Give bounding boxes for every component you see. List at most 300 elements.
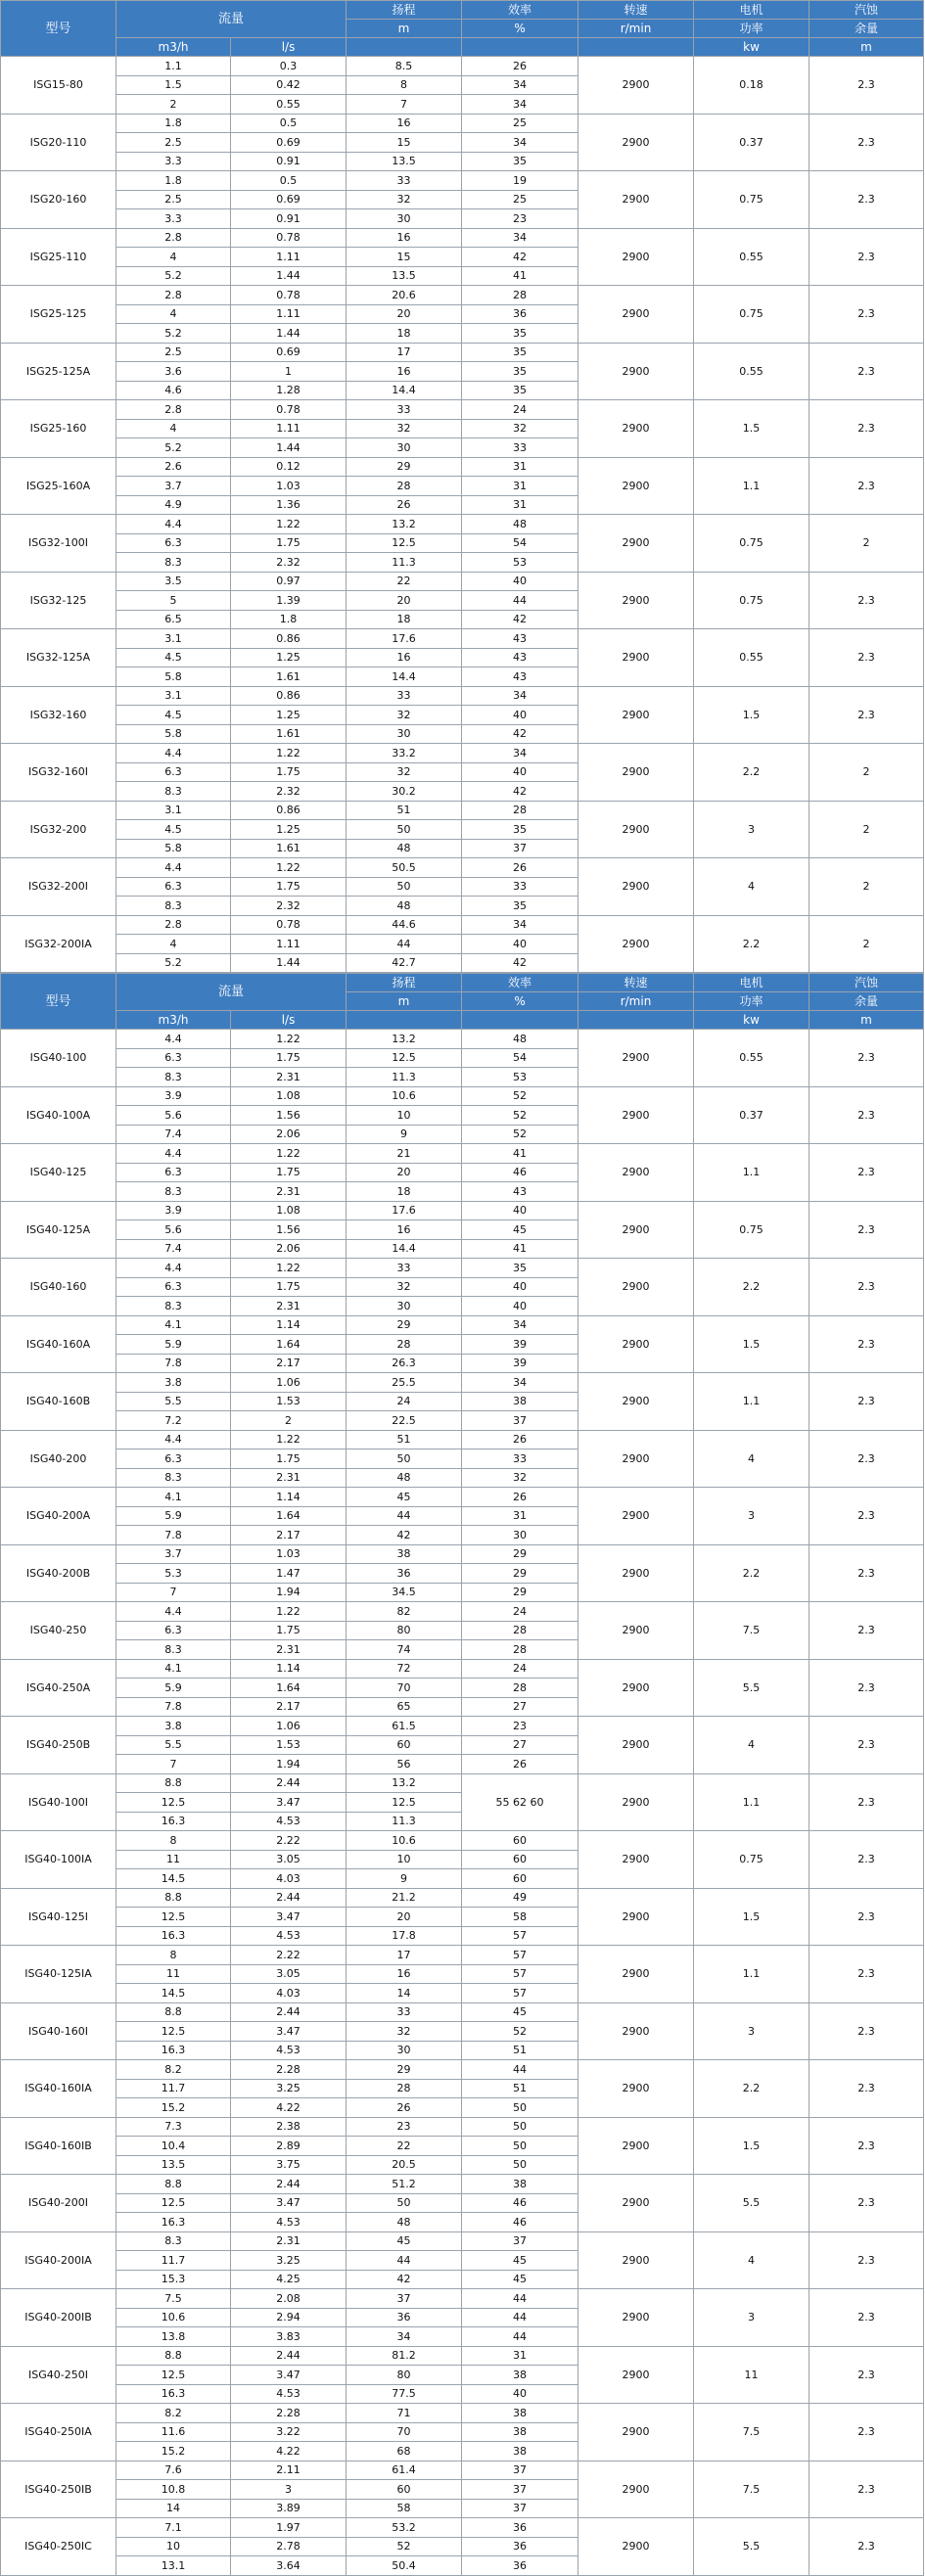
flow-m3h-cell: 16.3 <box>116 2213 231 2232</box>
eff-cell: 24 <box>462 1602 578 1622</box>
eff-cell: 41 <box>462 1144 578 1164</box>
flow-ls-cell: 1.8 <box>231 610 347 629</box>
eff-cell: 42 <box>462 724 578 744</box>
eff-cell: 27 <box>462 1735 578 1755</box>
flow-m3h-cell: 7.6 <box>116 2461 231 2480</box>
model-cell: ISG25-110 <box>1 228 116 286</box>
speed-cell: 2900 <box>578 2404 694 2461</box>
header-flow-unit-ls: l/s <box>231 38 347 57</box>
flow-ls-cell: 2.17 <box>231 1526 347 1545</box>
table-row <box>1 686 924 706</box>
model-cell: ISG25-125A <box>1 343 116 400</box>
flow-m3h-cell: 3.1 <box>116 629 231 649</box>
flow-m3h-cell: 1.8 <box>116 114 231 133</box>
flow-ls-cell: 4.25 <box>231 2270 347 2289</box>
speed-cell: 2900 <box>578 1659 694 1717</box>
flow-m3h-cell: 4.9 <box>116 495 231 515</box>
flow-m3h-cell: 6.3 <box>116 1277 231 1297</box>
head-cell: 10 <box>347 1850 462 1869</box>
npsh-cell: 2 <box>809 801 924 858</box>
eff-cell: 50 <box>462 2117 578 2137</box>
flow-m3h-cell: 4.5 <box>116 706 231 725</box>
eff-cell: 38 <box>462 2442 578 2461</box>
flow-ls-cell: 0.42 <box>231 75 347 95</box>
model-cell: ISG40-200IB <box>1 2289 116 2347</box>
header-head-unit: m <box>347 20 462 38</box>
head-cell: 16 <box>347 228 462 248</box>
flow-m3h-cell: 7.2 <box>116 1411 231 1431</box>
table-row <box>1 1201 924 1220</box>
npsh-cell: 2.3 <box>809 2231 924 2289</box>
head-cell: 16 <box>347 1964 462 1984</box>
head-cell: 7 <box>347 95 462 115</box>
flow-ls-cell: 2.32 <box>231 897 347 916</box>
eff-cell: 38 <box>462 2404 578 2423</box>
head-cell: 50 <box>347 877 462 897</box>
flow-ls-cell: 3.64 <box>231 2556 347 2576</box>
eff-cell: 37 <box>462 839 578 858</box>
flow-ls-cell: 1.61 <box>231 667 347 687</box>
eff-cell: 40 <box>462 706 578 725</box>
head-cell: 48 <box>347 1468 462 1488</box>
power-cell: 1.5 <box>694 2117 809 2175</box>
model-cell: ISG40-160IA <box>1 2060 116 2118</box>
eff-cell: 52 <box>462 1086 578 1106</box>
flow-m3h-cell: 5.6 <box>116 1220 231 1240</box>
flow-ls-cell: 3.47 <box>231 2366 347 2385</box>
pump-spec-table <box>0 973 924 2576</box>
table-row <box>1 801 924 820</box>
flow-m3h-cell: 10.6 <box>116 2308 231 2327</box>
table-row <box>1 114 924 133</box>
flow-ls-cell: 3.25 <box>231 2251 347 2271</box>
head-cell: 17.6 <box>347 1201 462 1220</box>
head-cell: 20.6 <box>347 286 462 305</box>
npsh-cell: 2.3 <box>809 686 924 744</box>
model-cell: ISG40-100 <box>1 1030 116 1087</box>
flow-ls-cell: 2.44 <box>231 1888 347 1908</box>
header-npsh: 汽蚀 <box>809 974 924 992</box>
flow-ls-cell: 0.78 <box>231 228 347 248</box>
power-cell: 0.55 <box>694 228 809 286</box>
flow-ls-cell: 0.91 <box>231 152 347 171</box>
speed-cell: 2900 <box>578 1831 694 1889</box>
flow-ls-cell: 4.03 <box>231 1984 347 2003</box>
model-cell: ISG40-250 <box>1 1602 116 1660</box>
eff-cell: 57 <box>462 1926 578 1946</box>
head-cell: 13.5 <box>347 152 462 171</box>
table-row <box>1 2117 924 2137</box>
eff-cell: 49 <box>462 1888 578 1908</box>
flow-m3h-cell: 5.9 <box>116 1679 231 1698</box>
eff-cell: 60 <box>462 1850 578 1869</box>
flow-m3h-cell: 3.1 <box>116 801 231 820</box>
flow-ls-cell: 2.89 <box>231 2137 347 2156</box>
eff-cell: 34 <box>462 915 578 935</box>
head-cell: 71 <box>347 2404 462 2423</box>
model-cell: ISG32-125 <box>1 572 116 629</box>
head-cell: 26 <box>347 2098 462 2118</box>
flow-ls-cell: 0.5 <box>231 171 347 191</box>
power-cell: 0.37 <box>694 114 809 171</box>
flow-m3h-cell: 8.3 <box>116 782 231 802</box>
power-cell: 4 <box>694 858 809 916</box>
eff-cell: 42 <box>462 248 578 267</box>
table-row <box>1 1086 924 1106</box>
head-cell: 22 <box>347 572 462 591</box>
model-cell: ISG20-160 <box>1 171 116 229</box>
head-cell: 11.3 <box>347 553 462 573</box>
speed-cell: 2900 <box>578 572 694 629</box>
eff-cell: 35 <box>462 324 578 344</box>
flow-m3h-cell: 2.8 <box>116 915 231 935</box>
head-cell: 8 <box>347 75 462 95</box>
eff-cell: 43 <box>462 1182 578 1202</box>
power-cell: 0.55 <box>694 343 809 400</box>
eff-cell: 25 <box>462 190 578 209</box>
flow-m3h-cell: 4.4 <box>116 1259 231 1278</box>
header-eff-unit: % <box>462 20 578 38</box>
head-cell: 29 <box>347 457 462 477</box>
header-npsh-unit: m <box>809 38 924 57</box>
flow-m3h-cell: 5.8 <box>116 839 231 858</box>
power-cell: 2.2 <box>694 915 809 973</box>
model-cell: ISG25-125 <box>1 286 116 344</box>
power-cell: 5.5 <box>694 2518 809 2576</box>
power-cell: 11 <box>694 2346 809 2404</box>
npsh-cell: 2.3 <box>809 1659 924 1717</box>
head-cell: 34 <box>347 2327 462 2347</box>
table-row <box>1 457 924 477</box>
eff-cell: 45 <box>462 2270 578 2289</box>
power-cell: 2.2 <box>694 1544 809 1602</box>
flow-m3h-cell: 10.8 <box>116 2480 231 2500</box>
flow-m3h-cell: 12.5 <box>116 1908 231 1927</box>
flow-m3h-cell: 4 <box>116 935 231 954</box>
flow-m3h-cell: 5.5 <box>116 1735 231 1755</box>
flow-m3h-cell: 6.3 <box>116 1449 231 1469</box>
model-cell: ISG40-125 <box>1 1144 116 1202</box>
head-cell: 24 <box>347 1392 462 1411</box>
head-cell: 60 <box>347 1735 462 1755</box>
head-cell: 70 <box>347 1679 462 1698</box>
speed-cell: 2900 <box>578 114 694 171</box>
head-cell: 30 <box>347 1297 462 1316</box>
flow-ls-cell: 1.03 <box>231 1544 347 1564</box>
head-cell: 13.2 <box>347 1773 462 1793</box>
table-row <box>1 2175 924 2194</box>
head-cell: 65 <box>347 1697 462 1717</box>
flow-ls-cell: 3.47 <box>231 1908 347 1927</box>
eff-cell: 27 <box>462 1697 578 1717</box>
model-cell: ISG25-160 <box>1 400 116 458</box>
speed-cell: 2900 <box>578 744 694 802</box>
eff-cell: 46 <box>462 2213 578 2232</box>
table-row <box>1 2002 924 2022</box>
flow-ls-cell: 1.14 <box>231 1488 347 1507</box>
flow-ls-cell: 1.14 <box>231 1659 347 1679</box>
flow-m3h-cell: 8.8 <box>116 2346 231 2366</box>
table-row <box>1 1946 924 1965</box>
flow-m3h-cell: 13.8 <box>116 2327 231 2347</box>
flow-m3h-cell: 6.3 <box>116 1048 231 1068</box>
head-cell: 12.5 <box>347 1793 462 1813</box>
eff-cell: 46 <box>462 1163 578 1182</box>
flow-m3h-cell: 5.3 <box>116 1564 231 1584</box>
head-cell: 11.3 <box>347 1812 462 1831</box>
head-cell: 72 <box>347 1659 462 1679</box>
eff-cell: 34 <box>462 133 578 153</box>
table-row <box>1 2461 924 2480</box>
model-cell: ISG40-125A <box>1 1201 116 1259</box>
eff-cell: 31 <box>462 1506 578 1526</box>
head-cell: 22 <box>347 2137 462 2156</box>
head-cell: 61.4 <box>347 2461 462 2480</box>
npsh-cell: 2.3 <box>809 1086 924 1144</box>
head-cell: 32 <box>347 419 462 438</box>
head-cell: 74 <box>347 1640 462 1660</box>
head-cell: 44 <box>347 2251 462 2271</box>
head-cell: 42 <box>347 2270 462 2289</box>
eff-cell: 60 <box>462 1831 578 1851</box>
power-cell: 3 <box>694 801 809 858</box>
flow-ls-cell: 1.75 <box>231 1163 347 1182</box>
header-blank <box>578 1011 694 1030</box>
eff-cell: 28 <box>462 1640 578 1660</box>
flow-ls-cell: 3.75 <box>231 2155 347 2175</box>
flow-m3h-cell: 4.1 <box>116 1488 231 1507</box>
header-speed: 转速 <box>578 1 694 20</box>
table-row <box>1 629 924 649</box>
head-cell: 61.5 <box>347 1717 462 1736</box>
table-row <box>1 1144 924 1164</box>
head-cell: 28 <box>347 2079 462 2098</box>
npsh-cell: 2 <box>809 744 924 802</box>
flow-ls-cell: 4.53 <box>231 1812 347 1831</box>
npsh-cell: 2.3 <box>809 572 924 629</box>
model-cell: ISG40-100I <box>1 1773 116 1831</box>
flow-m3h-cell: 4 <box>116 419 231 438</box>
eff-cell: 31 <box>462 477 578 496</box>
flow-m3h-cell: 3.8 <box>116 1373 231 1393</box>
flow-m3h-cell: 13.5 <box>116 2155 231 2175</box>
model-cell: ISG32-200 <box>1 801 116 858</box>
flow-m3h-cell: 15.3 <box>116 2270 231 2289</box>
head-cell: 28 <box>347 477 462 496</box>
head-cell: 33 <box>347 2002 462 2022</box>
flow-ls-cell: 1.03 <box>231 477 347 496</box>
table-row <box>1 1488 924 1507</box>
model-cell: ISG40-160 <box>1 1259 116 1316</box>
table-row <box>1 2404 924 2423</box>
speed-cell: 2900 <box>578 1888 694 1946</box>
flow-ls-cell: 2.31 <box>231 1468 347 1488</box>
eff-cell: 26 <box>462 858 578 878</box>
head-cell: 82 <box>347 1602 462 1622</box>
eff-cell: 58 <box>462 1908 578 1927</box>
npsh-cell: 2.3 <box>809 1201 924 1259</box>
flow-m3h-cell: 4.1 <box>116 1659 231 1679</box>
head-cell: 32 <box>347 1277 462 1297</box>
flow-ls-cell: 2.17 <box>231 1697 347 1717</box>
header-head: 扬程 <box>347 974 462 992</box>
speed-cell: 2900 <box>578 1717 694 1774</box>
flow-m3h-cell: 4.1 <box>116 1315 231 1335</box>
eff-cell: 24 <box>462 1659 578 1679</box>
speed-cell: 2900 <box>578 858 694 916</box>
power-cell: 3 <box>694 2002 809 2060</box>
head-cell: 17.6 <box>347 629 462 649</box>
flow-m3h-cell: 8.3 <box>116 1182 231 1202</box>
model-cell: ISG40-125IA <box>1 1946 116 2003</box>
flow-ls-cell: 3.05 <box>231 1964 347 1984</box>
head-cell: 32 <box>347 706 462 725</box>
flow-ls-cell: 4.53 <box>231 2213 347 2232</box>
flow-m3h-cell: 3.3 <box>116 152 231 171</box>
table-row <box>1 228 924 248</box>
flow-ls-cell: 1.61 <box>231 724 347 744</box>
flow-ls-cell: 1.08 <box>231 1201 347 1220</box>
flow-m3h-cell: 4.4 <box>116 858 231 878</box>
npsh-cell: 2.3 <box>809 1773 924 1831</box>
model-cell: ISG32-200IA <box>1 915 116 973</box>
table-row <box>1 1315 924 1335</box>
flow-ls-cell: 1.14 <box>231 1315 347 1335</box>
flow-ls-cell: 2 <box>231 1411 347 1431</box>
power-cell: 1.5 <box>694 1888 809 1946</box>
flow-ls-cell: 1.25 <box>231 706 347 725</box>
flow-ls-cell: 2.32 <box>231 553 347 573</box>
head-cell: 51 <box>347 801 462 820</box>
flow-ls-cell: 3.89 <box>231 2499 347 2518</box>
head-cell: 16 <box>347 114 462 133</box>
eff-cell: 45 <box>462 1220 578 1240</box>
eff-cell: 38 <box>462 2422 578 2442</box>
table-row <box>1 2231 924 2251</box>
speed-cell: 2900 <box>578 2002 694 2060</box>
power-cell: 0.37 <box>694 1086 809 1144</box>
flow-m3h-cell: 8.3 <box>116 1068 231 1087</box>
eff-cell: 34 <box>462 95 578 115</box>
eff-cell: 33 <box>462 1449 578 1469</box>
head-cell: 52 <box>347 2537 462 2556</box>
header-eff: 效率 <box>462 974 578 992</box>
speed-cell: 2900 <box>578 2461 694 2518</box>
power-cell: 1.5 <box>694 400 809 458</box>
head-cell: 30 <box>347 724 462 744</box>
flow-m3h-cell: 7.4 <box>116 1125 231 1144</box>
header-row <box>1 1 924 20</box>
npsh-cell: 2.3 <box>809 629 924 687</box>
flow-m3h-cell: 5.2 <box>116 438 231 458</box>
model-cell: ISG40-250B <box>1 1717 116 1774</box>
flow-m3h-cell: 15.2 <box>116 2442 231 2461</box>
flow-ls-cell: 2.06 <box>231 1239 347 1259</box>
npsh-cell: 2.3 <box>809 286 924 344</box>
flow-ls-cell: 0.12 <box>231 457 347 477</box>
npsh-cell: 2.3 <box>809 2518 924 2576</box>
flow-ls-cell: 2.31 <box>231 1182 347 1202</box>
flow-m3h-cell: 11.6 <box>116 2422 231 2442</box>
npsh-cell: 2.3 <box>809 228 924 286</box>
eff-cell: 42 <box>462 953 578 973</box>
model-cell: ISG40-250A <box>1 1659 116 1717</box>
npsh-cell: 2.3 <box>809 1602 924 1660</box>
head-cell: 15 <box>347 133 462 153</box>
flow-m3h-cell: 3.5 <box>116 572 231 591</box>
flow-m3h-cell: 4.4 <box>116 744 231 763</box>
eff-cell: 54 <box>462 1048 578 1068</box>
head-cell: 30 <box>347 2041 462 2060</box>
flow-m3h-cell: 12.5 <box>116 2193 231 2213</box>
flow-m3h-cell: 4.6 <box>116 381 231 400</box>
flow-m3h-cell: 11.7 <box>116 2079 231 2098</box>
eff-cell: 44 <box>462 2327 578 2347</box>
model-cell: ISG40-250IC <box>1 2518 116 2576</box>
flow-m3h-cell: 8 <box>116 1946 231 1965</box>
eff-cell: 36 <box>462 2537 578 2556</box>
table-row <box>1 1602 924 1622</box>
head-cell: 38 <box>347 1544 462 1564</box>
head-cell: 25.5 <box>347 1373 462 1393</box>
flow-ls-cell: 1.08 <box>231 1086 347 1106</box>
npsh-cell: 2.3 <box>809 2461 924 2518</box>
flow-ls-cell: 2.44 <box>231 1773 347 1793</box>
head-cell: 80 <box>347 1621 462 1640</box>
head-cell: 18 <box>347 324 462 344</box>
speed-cell: 2900 <box>578 2518 694 2576</box>
flow-m3h-cell: 11 <box>116 1850 231 1869</box>
flow-m3h-cell: 5.8 <box>116 724 231 744</box>
eff-cell: 52 <box>462 1125 578 1144</box>
flow-m3h-cell: 10 <box>116 2537 231 2556</box>
head-cell: 45 <box>347 1488 462 1507</box>
flow-ls-cell: 2.08 <box>231 2289 347 2309</box>
flow-ls-cell: 3.47 <box>231 2193 347 2213</box>
speed-cell: 2900 <box>578 2175 694 2232</box>
flow-ls-cell: 4.53 <box>231 2041 347 2060</box>
header-npsh-unit: m <box>809 1011 924 1030</box>
eff-cell: 38 <box>462 2175 578 2194</box>
head-cell: 8.5 <box>347 57 462 76</box>
flow-ls-cell: 2.78 <box>231 2537 347 2556</box>
flow-m3h-cell: 7 <box>116 1583 231 1602</box>
header-row <box>1 38 924 57</box>
table-row <box>1 1259 924 1278</box>
eff-cell: 38 <box>462 1392 578 1411</box>
head-cell: 44 <box>347 935 462 954</box>
head-cell: 33 <box>347 400 462 420</box>
flow-ls-cell: 0.3 <box>231 57 347 76</box>
flow-m3h-cell: 3.9 <box>116 1201 231 1220</box>
model-cell: ISG32-125A <box>1 629 116 687</box>
eff-cell: 50 <box>462 2137 578 2156</box>
table-row <box>1 2289 924 2309</box>
head-cell: 10.6 <box>347 1086 462 1106</box>
flow-ls-cell: 3.83 <box>231 2327 347 2347</box>
flow-m3h-cell: 4 <box>116 304 231 324</box>
header-eff: 效率 <box>462 1 578 20</box>
flow-ls-cell: 4.53 <box>231 1926 347 1946</box>
head-cell: 14.4 <box>347 667 462 687</box>
power-cell: 0.75 <box>694 515 809 573</box>
power-cell: 2.2 <box>694 1259 809 1316</box>
eff-cell: 37 <box>462 2461 578 2480</box>
head-cell: 36 <box>347 2308 462 2327</box>
flow-ls-cell: 1.06 <box>231 1717 347 1736</box>
flow-m3h-cell: 6.3 <box>116 877 231 897</box>
eff-cell: 26 <box>462 1430 578 1449</box>
